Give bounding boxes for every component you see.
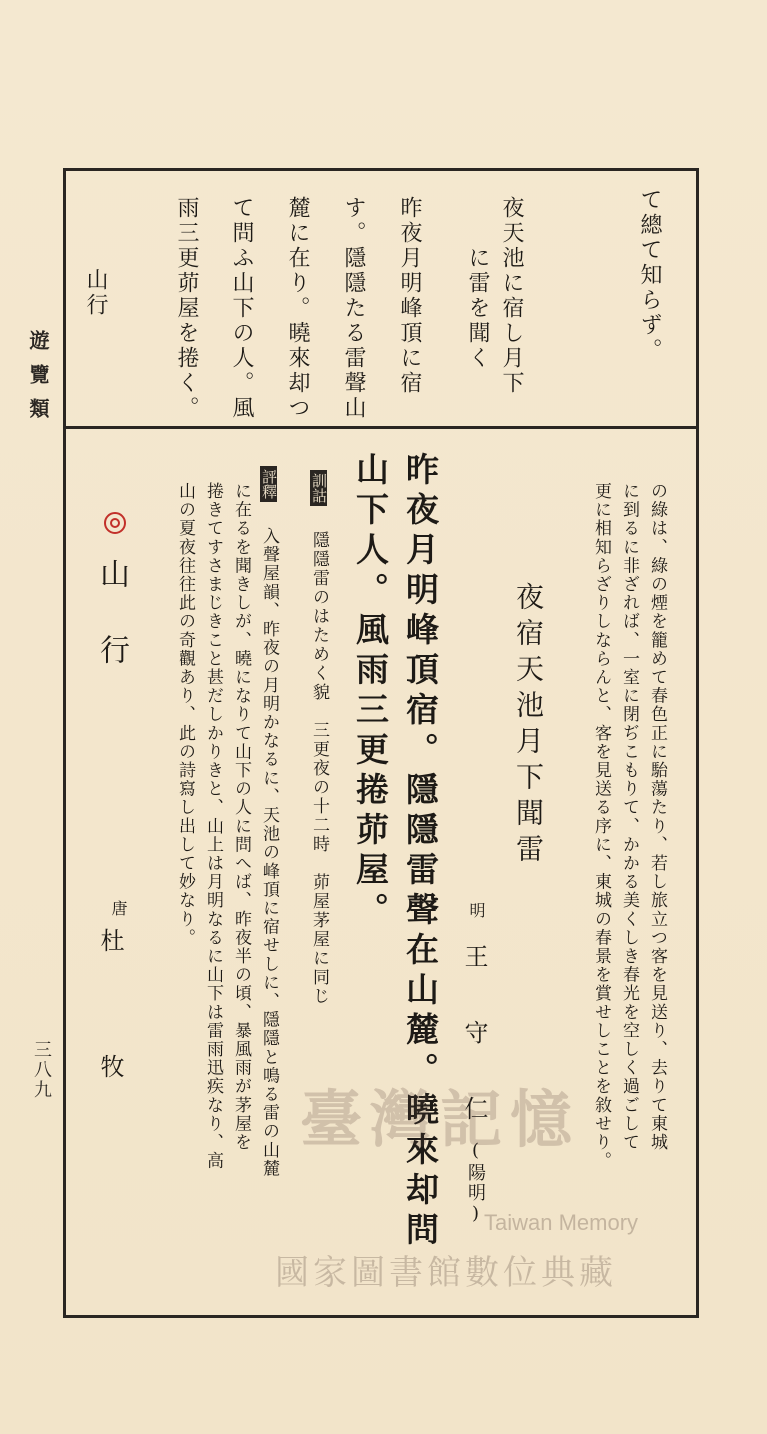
top-column-3: に雷を聞く: [465, 246, 490, 371]
top-column-7: て問ふ山下の人。風: [229, 196, 254, 421]
glossary-block: [310, 470, 327, 1006]
next-poem-title: 山 行: [94, 558, 129, 672]
next-author-name: 杜 牧: [96, 928, 124, 1096]
top-column-1: て總て知らず。: [637, 188, 662, 363]
top-column-6: 麓に在り。曉來却つ: [285, 196, 310, 421]
commentary-tag: 評釋: [260, 466, 277, 502]
section-divider: [63, 426, 699, 429]
prose-column-3: 更に相知らざりしならんと、客を見送る序に、東城の春景を賞せしことを敘せり。: [591, 482, 611, 1171]
glossary-text: 隱隱雷のはためく貌 三更夜の十二時 茆屋茅屋に同じ: [309, 531, 329, 1006]
commentary-block: [260, 466, 277, 1178]
poem-line-2: 山下人。風雨三更捲茆屋。: [351, 452, 390, 932]
watermark-line: 國家圖書館數位典藏: [275, 1253, 617, 1293]
watermark-seal: 臺灣記憶: [300, 1083, 581, 1156]
red-circle-mark: [104, 512, 126, 534]
top-column-8: 雨三更茆屋を捲く。: [174, 196, 199, 421]
commentary-column-4: 山の夏夜往往此の奇觀あり、此の詩寫し出して妙なり。: [175, 482, 195, 947]
top-column-2: 夜天池に宿し月下: [499, 196, 524, 396]
commentary-column-3: 捲きてすさまじきこと甚だしかりきと、山上は月明なるに山下は雷雨迅疾なり、高: [203, 482, 223, 1171]
watermark-english: Taiwan Memory: [484, 1210, 639, 1235]
next-author-dynasty: 唐: [109, 900, 128, 916]
page-number: 三八九: [31, 1040, 52, 1100]
top-next-title: 山行: [83, 268, 108, 318]
top-column-4: 昨夜月明峰頂に宿: [397, 196, 422, 396]
author-alias: (陽明): [465, 1140, 486, 1226]
poem-title: 夜宿天池月下聞雷: [512, 582, 545, 870]
top-column-5: す。隱隱たる雷聲山: [341, 196, 366, 421]
prose-column-1: の綠は、綠の煙を籠めて春色正に駘蕩たり、若し旅立つ客を見送り、去りて東城: [647, 482, 667, 1152]
prose-column-2: に到るに非ざれば、一室に閉ぢこもりて、かかる美くしき春光を空しく過ごして: [619, 482, 639, 1152]
poem-line-1: 昨夜月明峰頂宿。隱隱雷聲在山麓。曉來却問: [401, 452, 440, 1252]
category-label: 遊覽類: [26, 330, 50, 432]
glossary-tag: 訓詁: [310, 470, 327, 506]
commentary-column-1: 入聲屋韻、昨夜の月明かなるに、天池の峰頂に宿せしに、隱隱と鳴る雷の山麓: [259, 527, 279, 1178]
commentary-column-2: に在るを聞きしが、曉になりて山下の人に問へば、昨夜半の頃、暴風雨が茅屋を: [231, 482, 251, 1152]
author-name: 王 守 仁: [460, 944, 488, 1134]
author-dynasty: 明: [467, 902, 486, 918]
